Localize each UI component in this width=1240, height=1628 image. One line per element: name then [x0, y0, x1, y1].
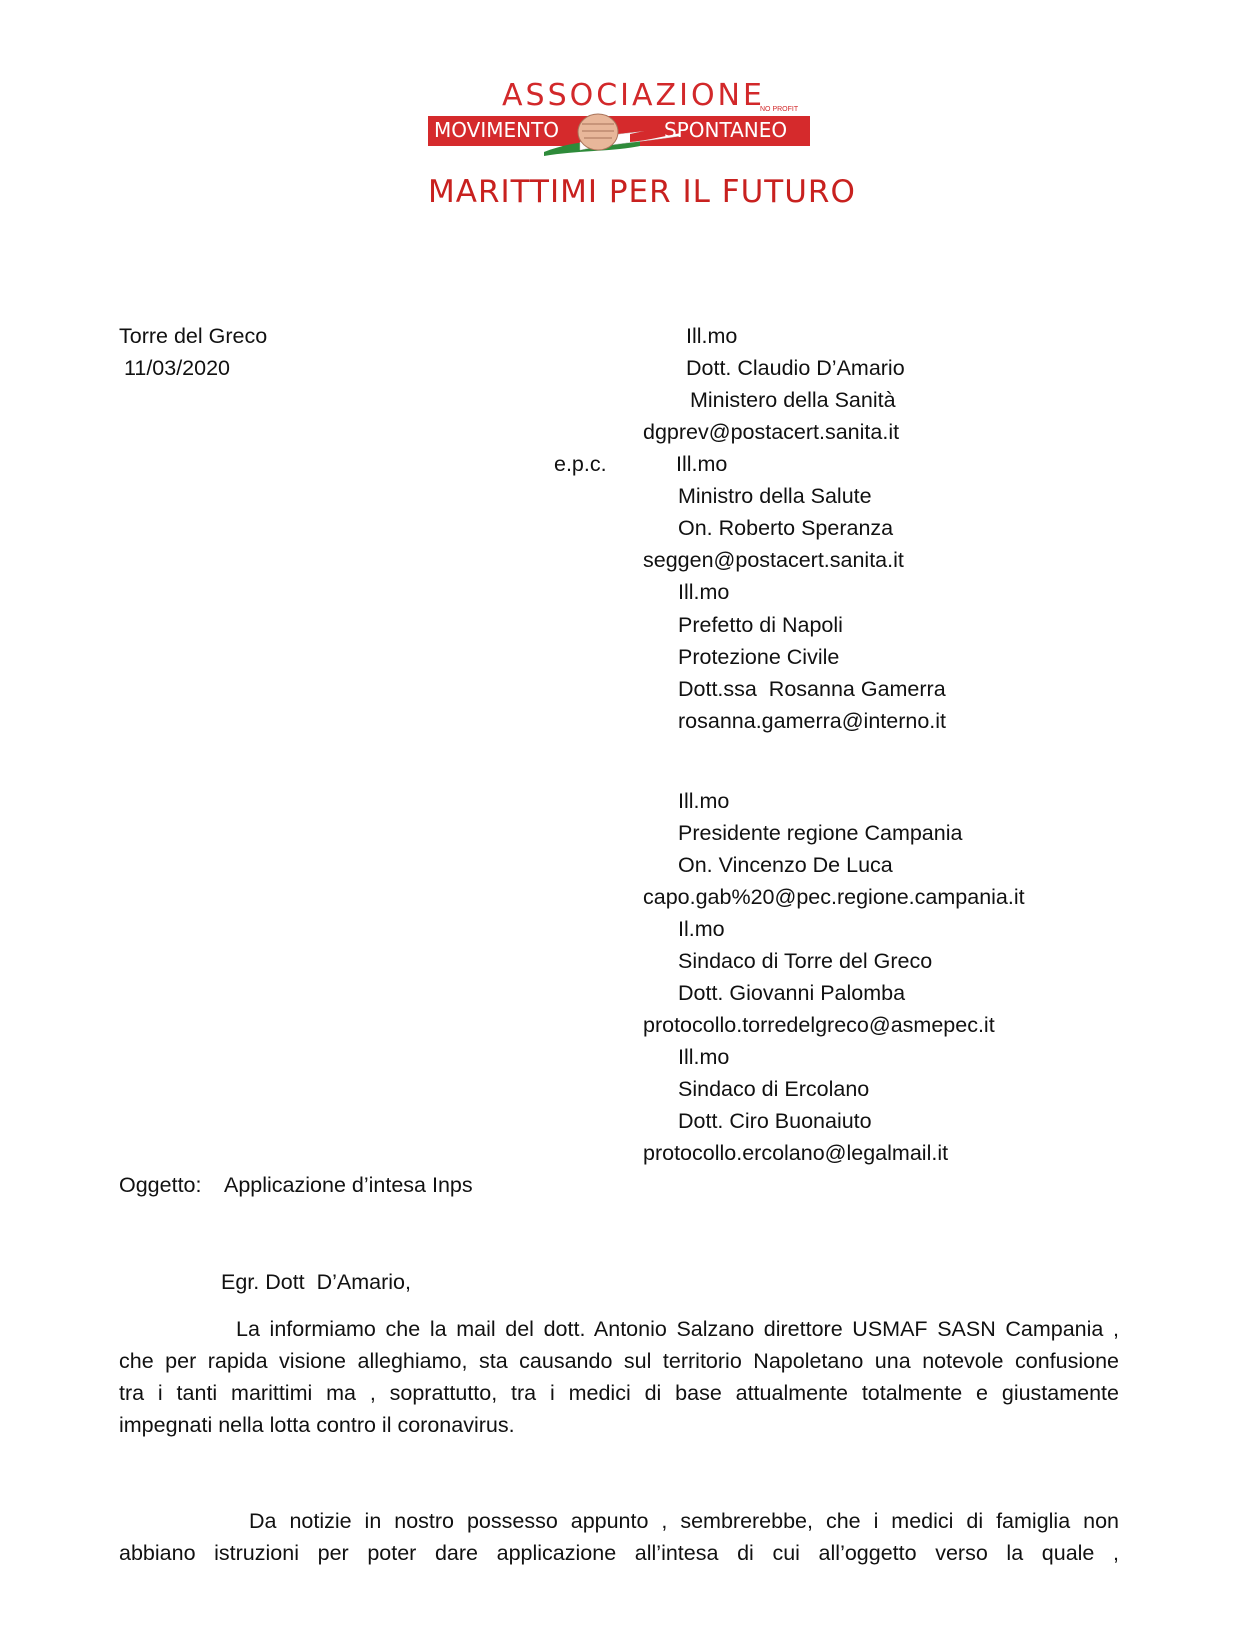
recipient-primary-name: Dott. Claudio D’Amario [686, 356, 905, 380]
logo-no-profit: NO PROFIT [760, 106, 799, 113]
epc-label: e.p.c. [554, 452, 607, 476]
recipient-sindaco-ercolano-role: Sindaco di Ercolano [678, 1077, 870, 1101]
recipient-presidente-name: On. Vincenzo De Luca [678, 853, 893, 877]
paragraph-line: La informiamo che la mail del dott. Antonio Salzano direttore USMAF SASN Campania , [236, 1317, 1119, 1341]
recipient-minister-title: Ill.mo [676, 452, 728, 476]
subject-text: Applicazione d’intesa Inps [224, 1173, 473, 1197]
recipient-minister-role: Ministro della Salute [678, 484, 872, 508]
recipient-presidente-email: capo.gab%20@pec.regione.campania.it [643, 885, 1025, 909]
recipient-sindaco-tdg-role: Sindaco di Torre del Greco [678, 949, 933, 973]
recipient-presidente-title: Ill.mo [678, 789, 730, 813]
recipient-sindaco-ercolano-email: protocollo.ercolano@legalmail.it [643, 1141, 949, 1165]
recipient-prefetto-role: Prefetto di Napoli [678, 613, 843, 637]
sender-date: 11/03/2020 [124, 356, 231, 380]
recipient-primary-email: dgprev@postacert.sanita.it [643, 420, 900, 444]
logo-bottom-text: MARITTIMI PER IL FUTURO [428, 174, 856, 210]
paragraph-line: abbiano istruzioni per poter dare applicazione all’intesa di cui all’oggetto verso la quale , [119, 1541, 1119, 1565]
recipient-prefetto-name: Dott.ssa Rosanna Gamerra [678, 677, 946, 701]
recipient-presidente-role: Presidente regione Campania [678, 821, 963, 845]
recipient-sindaco-ercolano-name: Dott. Ciro Buonaiuto [678, 1109, 872, 1133]
recipient-prefetto-office: Protezione Civile [678, 645, 840, 669]
recipient-prefetto-email: rosanna.gamerra@interno.it [678, 709, 947, 733]
subject-label: Oggetto: [119, 1173, 202, 1197]
recipient-primary-title: Ill.mo [686, 324, 738, 348]
paragraph-line: impegnati nella lotta contro il coronavirus. [119, 1413, 515, 1437]
recipient-minister-name: On. Roberto Speranza [678, 516, 894, 540]
recipient-minister-email: seggen@postacert.sanita.it [643, 548, 904, 572]
recipient-primary-office: Ministero della Sanità [690, 388, 896, 412]
recipient-sindaco-tdg-email: protocollo.torredelgreco@asmepec.it [643, 1013, 995, 1037]
logo-top-text: ASSOCIAZIONE [502, 78, 765, 113]
sender-city: Torre del Greco [119, 324, 268, 348]
recipient-sindaco-tdg-title: Il.mo [678, 917, 725, 941]
paragraph-line: tra i tanti marittimi ma , soprattutto, tra i medici di base attualmente totalmente e giustamente [119, 1381, 1119, 1405]
paragraph-line: Da notizie in nostro possesso appunto , sembrerebbe, che i medici di famiglia non [249, 1509, 1119, 1533]
recipient-sindaco-ercolano-title: Ill.mo [678, 1045, 730, 1069]
recipient-prefetto-title: Ill.mo [678, 580, 730, 604]
paragraph-line: che per rapida visione alleghiamo, sta causando sul territorio Napoletano una notevole confusione [119, 1349, 1119, 1373]
recipient-sindaco-tdg-name: Dott. Giovanni Palomba [678, 981, 906, 1005]
association-logo [420, 78, 856, 218]
logo-band-left-text: MOVIMENTO [434, 118, 560, 142]
salutation: Egr. Dott D’Amario, [221, 1270, 411, 1294]
logo-band-right-text: SPONTANEO [664, 118, 788, 142]
